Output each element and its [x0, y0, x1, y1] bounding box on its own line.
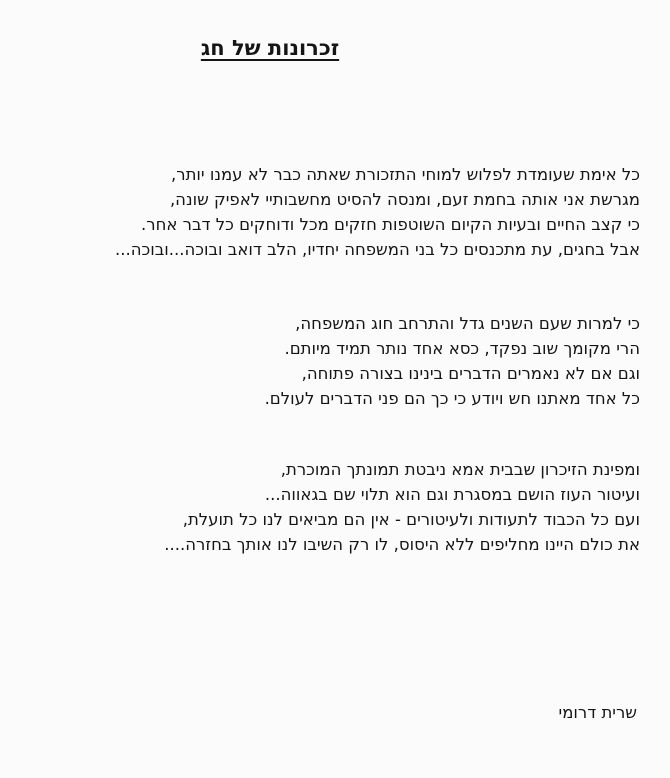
- poem-line: כי למרות שעם השנים גדל והתרחב חוג המשפחה,: [295, 314, 640, 333]
- poem-line: ועם כל הכבוד לתעודות ולעיטורים - אין הם מביאים לנו כל תועלת,: [182, 510, 640, 529]
- poem-line: ועיטור העוז הושם במסגרת וגם הוא תלוי שם בגאווה...: [264, 485, 640, 504]
- poem-line: כי קצב החיים ובעיות הקיום השוטפות חזקים מכל ודוחקים כל דבר אחר.: [141, 215, 640, 234]
- stanza-1: [40, 162, 640, 262]
- poem-title: זכרונות של חג: [200, 36, 340, 60]
- poem-line: וגם אם לא נאמרים הדברים בינינו בצורה פתוחה,: [301, 364, 640, 383]
- poem-line: ומפינת הזיכרון שבבית אמא ניבטת תמונתך המוכרת,: [280, 460, 640, 479]
- poem-line: כל אימת שעומדת לפלוש למוחי התזכורת שאתה כבר לא עמנו יותר,: [171, 165, 640, 184]
- poem-line: את כולם היינו מחליפים ללא היסוס, לו רק השיבו לנו אותך בחזרה....: [164, 535, 640, 554]
- poem-line: כל אחד מאתנו חש ויודע כי כך הם פני הדברים לעולם.: [264, 389, 640, 408]
- stanza-2: [40, 311, 640, 411]
- poem-line: מגרשת אני אותה בחמת זעם, ומנסה להסיט מחשבותיי לאפיק שונה,: [169, 190, 640, 209]
- author-signature: שרית דרומי: [558, 703, 637, 722]
- poem-line: הרי מקומך שוב נפקד, כסא אחד נותר תמיד מיותם.: [284, 339, 640, 358]
- stanza-3: [40, 457, 640, 557]
- poem-line: אבל בחגים, עת מתכנסים כל בני המשפחה יחדיו, הלב דואב ובוכה...ובוכה...: [115, 240, 640, 259]
